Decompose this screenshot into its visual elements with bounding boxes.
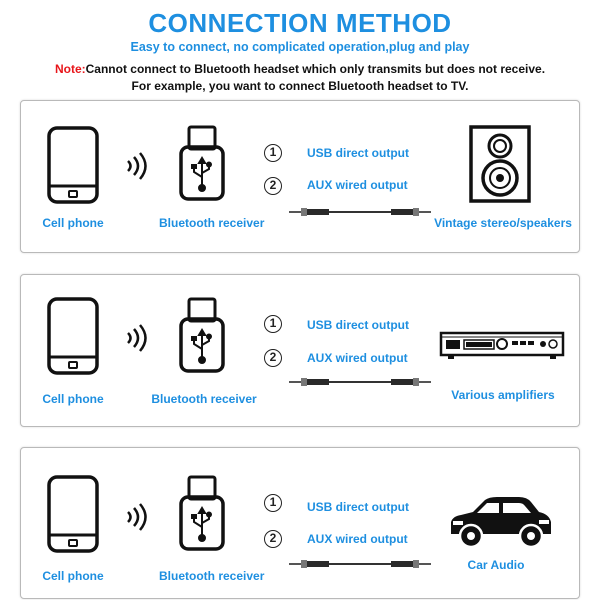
receiver-label: Bluetooth receiver — [151, 392, 257, 406]
wireless-signal-icon — [124, 325, 150, 351]
device-label: Car Audio — [467, 558, 525, 572]
note-example: For example, you want to connect Bluetooth headset to TV. — [131, 79, 469, 93]
connection-panel-car — [20, 447, 580, 599]
wireless-signal-icon — [124, 153, 150, 179]
speaker-icon — [469, 125, 531, 203]
note — [0, 62, 600, 76]
bluetooth-receiver-icon — [179, 297, 225, 373]
connection-panel-amplifiers — [20, 274, 580, 427]
phone-label: Cell phone — [42, 569, 104, 583]
subtitle: Easy to connect, no complicated operation,plug and play — [130, 40, 470, 54]
device-label: Various amplifiers — [451, 388, 555, 402]
option-number-1: 1 — [264, 494, 282, 512]
device-label: Vintage stereo/speakers — [434, 216, 572, 230]
option-number-2: 2 — [264, 349, 282, 367]
note-text: Cannot connect to Bluetooth headset which only transmits but does not receive. — [85, 62, 546, 76]
phone-icon — [47, 126, 99, 204]
option-number-1: 1 — [264, 315, 282, 333]
phone-icon — [47, 475, 99, 553]
connection-panel-speakers — [20, 100, 580, 253]
aux-cable-icon — [289, 557, 431, 571]
option-number-2: 2 — [264, 177, 282, 195]
note-label: Note: — [54, 62, 86, 76]
option-aux-output: AUX wired output — [307, 532, 408, 546]
option-aux-output: AUX wired output — [307, 351, 408, 365]
bluetooth-receiver-icon — [179, 475, 225, 551]
aux-cable-icon — [289, 205, 431, 219]
option-usb-output: USB direct output — [307, 146, 409, 160]
option-number-2: 2 — [264, 530, 282, 548]
page-title: CONNECTION METHOD — [148, 8, 452, 38]
receiver-label: Bluetooth receiver — [159, 569, 265, 583]
option-usb-output: USB direct output — [307, 500, 409, 514]
car-icon — [447, 494, 553, 550]
phone-label: Cell phone — [42, 216, 104, 230]
receiver-label: Bluetooth receiver — [159, 216, 265, 230]
option-usb-output: USB direct output — [307, 318, 409, 332]
option-aux-output: AUX wired output — [307, 178, 408, 192]
wireless-signal-icon — [124, 504, 150, 530]
phone-icon — [47, 297, 99, 375]
phone-label: Cell phone — [42, 392, 104, 406]
aux-cable-icon — [289, 375, 431, 389]
option-number-1: 1 — [264, 144, 282, 162]
amplifier-icon — [440, 331, 564, 361]
bluetooth-receiver-icon — [179, 125, 225, 201]
